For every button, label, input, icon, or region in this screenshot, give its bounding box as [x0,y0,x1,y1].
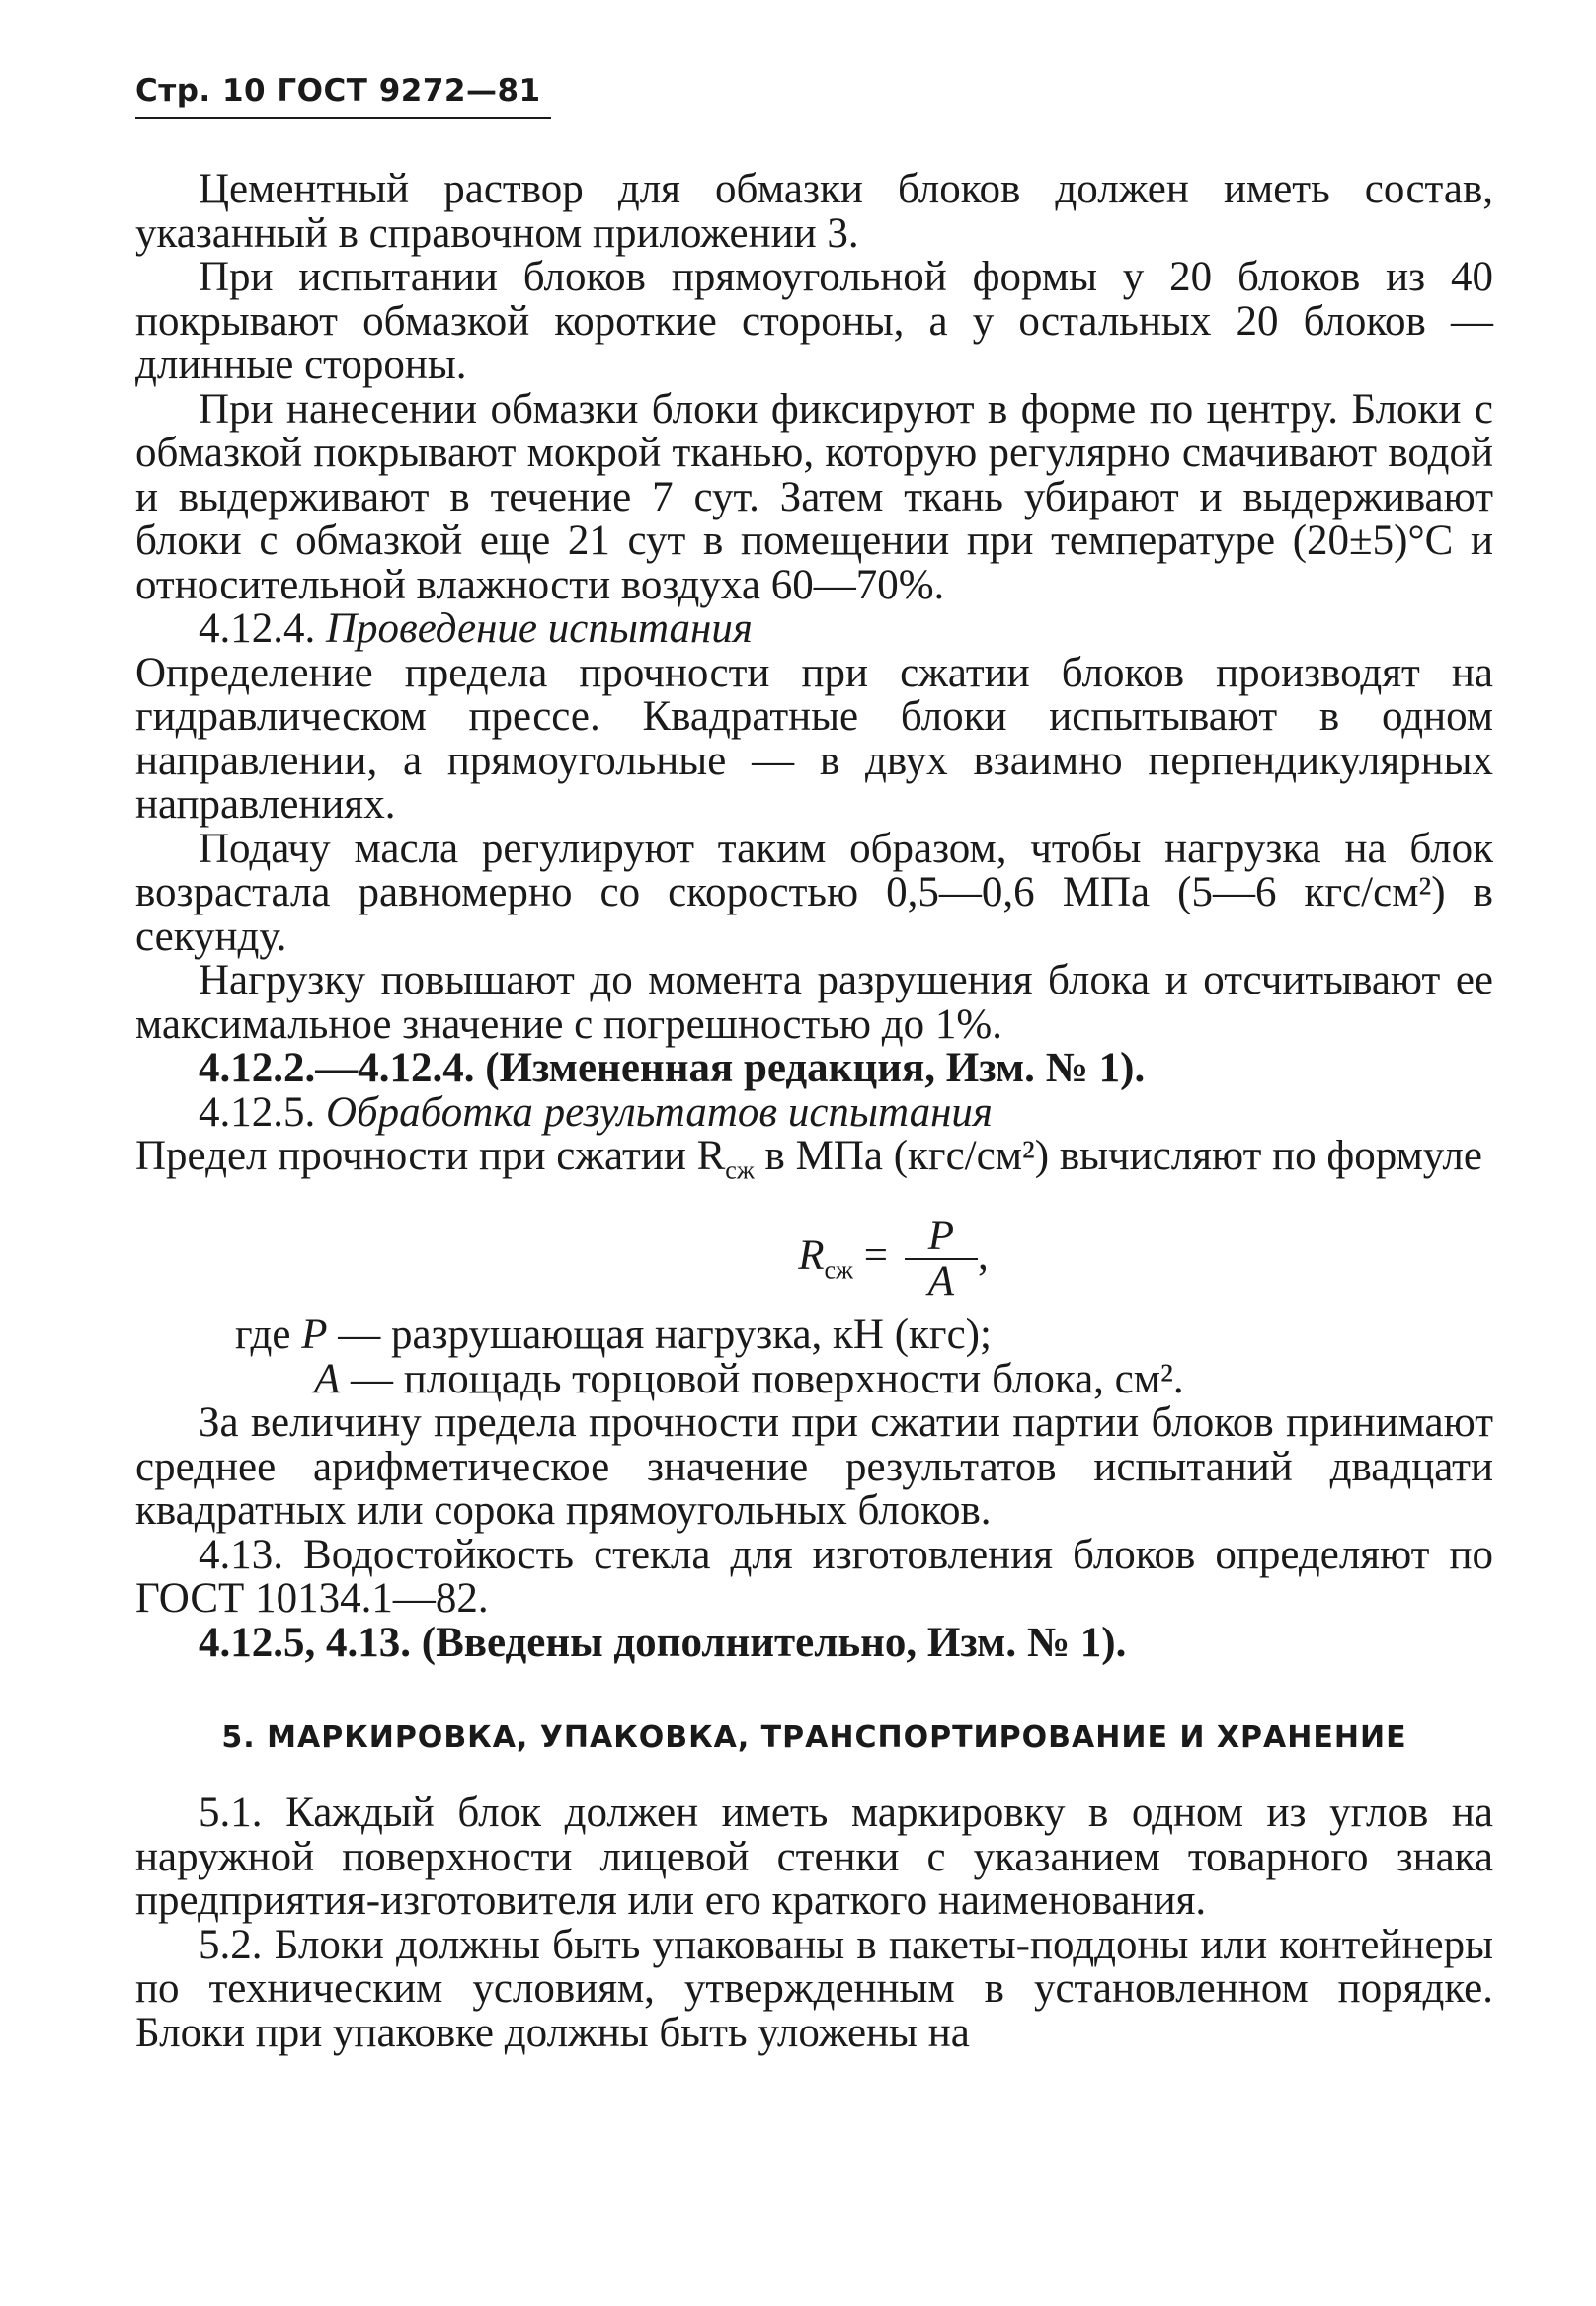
formula-lhs-subscript: сж [824,1255,853,1285]
paragraph-5-2: 5.2. Блоки должны быть упакованы в пакеты-поддоны или контейнеры по техническим условиям, утвержденным в установленном порядке. Блоки при упаковке должны быть уложены на [135,1921,1493,2056]
paragraph-press: Определение предела прочности при сжатии блоков производят на гидравлическом прессе. Квадратные блоки испытывают в одном направлении, а прямоугольные — в двух взаимно перпендикулярных направлениях. [135,649,1493,828]
where-a-definition: A — площадь торцовой поверхности блока, см². [314,1355,1184,1402]
amendment-note-1: 4.12.2.—4.12.4. (Измененная редакция, Изм. № 1). [199,1045,1146,1091]
formula-fraction [905,1215,978,1304]
where-p-definition: где P — разрушающая нагрузка, кН (кгс); [235,1312,992,1359]
formula-denominator: A [927,1258,955,1306]
paragraph-oil: Подачу масла регулируют таким образом, чтобы нагрузка на блок возрастала равномерно со скоростью 0,5—0,6 МПа (5—6 кгс/см²) в секунду. [135,825,1493,960]
paragraph-rect-blocks: При испытании блоков прямоугольной формы у 20 блоков из 40 покрывают обмазкой короткие стороны, а у остальных 20 блоков — длинные стороны. [135,254,1493,388]
amendment-note-2: 4.12.5, 4.13. (Введены дополнительно, Изм. № 1). [199,1619,1127,1666]
paragraph-mean: За величину предела прочности при сжатии партии блоков принимают среднее арифметическое значение результатов испытаний двадцати квадратных или сорока прямоугольных блоков. [135,1399,1493,1535]
paragraph-load: Нагрузку повышают до момента разрушения блока и отсчитывают ее максимальное значение с погрешностью до 1%. [135,957,1493,1048]
item-title: Обработка результатов испытания [326,1088,993,1136]
item-title: Проведение испытания [326,605,753,652]
paragraph-mortar: Цементный раствор для обмазки блоков должен иметь состав, указанный в справочном приложении 3. [135,166,1493,257]
formula-tail: , [978,1232,989,1279]
item-4-12-5-heading [135,1088,1493,1136]
page-header: Стр. 10 ГОСТ 9272—81 [135,73,551,119]
strength-formula [293,1215,1493,1304]
item-number: 4.12.5. [199,1088,316,1136]
paragraph-4-13: 4.13. Водостойкость стекла для изготовления блоков определяют по ГОСТ 10134.1—82. [135,1531,1493,1623]
paragraph-5-1: 5.1. Каждый блок должен иметь маркировку в одном из углов на наружной поверхности лицевой стенки с указанием товарного знака предприятия-изготовителя или его краткого наименования. [135,1789,1493,1925]
formula-numerator: P [905,1215,978,1260]
item-number: 4.12.4. [199,605,316,652]
formula-lhs: R [798,1232,825,1279]
section-5-title: 5. МАРКИРОВКА, УПАКОВКА, ТРАНСПОРТИРОВАНИЕ И ХРАНЕНИЕ [221,1720,1407,1756]
formula-equals: = [853,1232,899,1279]
item-4-12-4-heading [135,607,1493,652]
document-body [135,168,1493,2055]
paragraph-coating: При нанесении обмазки блоки фиксируют в форме по центру. Блоки с обмазкой покрывают мокрой тканью, которую регулярно смачивают водой и выдерживают в течение 7 сут. Затем ткань убирают и выдерживают блоки с обмазкой еще 21 сут в помещении при температуре (20±5)°С и относительной влажности воздуха 60—70%. [135,385,1493,608]
formula-intro: Предел прочности при сжатии $R_{сж}$ в МПа (кгс/см²) вычисляют по формуле [135,1133,1482,1185]
